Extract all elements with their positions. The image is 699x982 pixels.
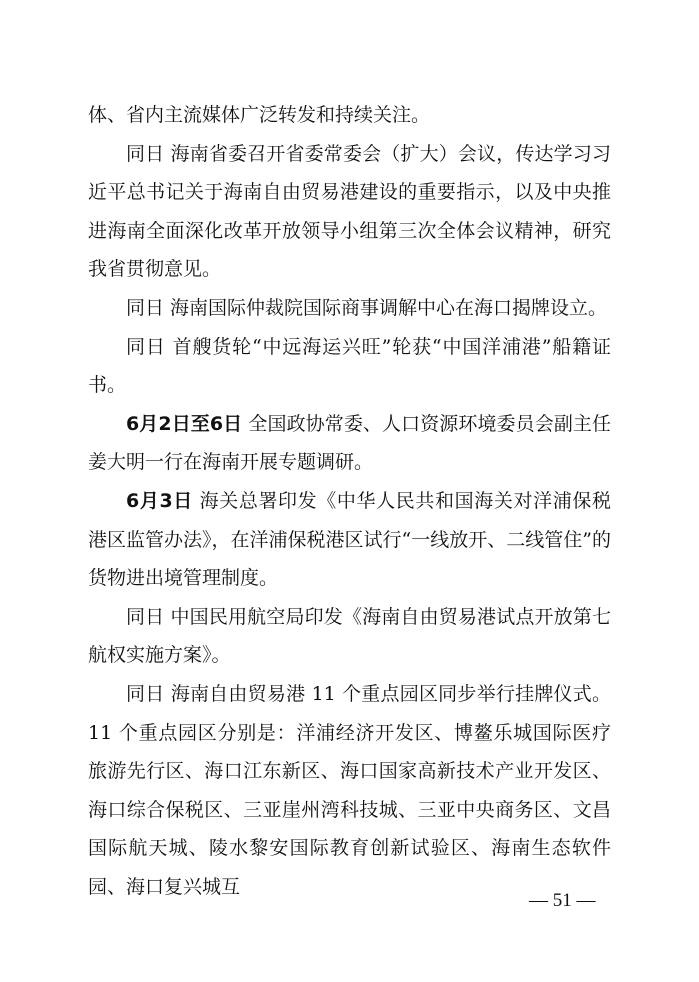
paragraph-8	[88, 675, 611, 907]
paragraph-text: 同日 中国民用航空局印发《海南自由贸易港试点开放第七航权实施方案》。	[88, 605, 611, 667]
paragraph-text: 同日 海南自由贸易港 11 个重点园区同步举行挂牌仪式。11 个重点园区分别是：洋浦经济开发区、博鳌乐城国际医疗旅游先行区、海口江东新区、海口国家高新技术产业开发区、海口综合保税区、三亚崖州湾科技城、三亚中央商务区、文昌国际航天城、陵水黎安国际教育创新试验区、海南生态软件园、海口复兴城互	[88, 682, 611, 898]
paragraph-1	[88, 96, 611, 135]
paragraph-2	[88, 135, 611, 289]
entry-date: 6月3日	[126, 489, 193, 512]
entry-date: 6月2日至6日	[126, 412, 243, 435]
page-number: — 51 —	[529, 890, 596, 911]
paragraph-text: 同日 海南省委召开省委常委会（扩大）会议，传达学习习近平总书记关于海南自由贸易港建设的重要指示，以及中央推进海南全面深化改革开放领导小组第三次全体会议精神，研究我省贯彻意见。	[88, 142, 611, 281]
paragraph-text: 海关总署印发《中华人民共和国海关对洋浦保税港区监管办法》，在洋浦保税港区试行“一线放开、二线管住”的货物进出境管理制度。	[88, 489, 611, 590]
paragraph-4	[88, 328, 611, 405]
paragraph-3	[88, 289, 611, 328]
paragraph-7	[88, 598, 611, 675]
paragraph-6	[88, 482, 611, 598]
paragraph-text: 同日 首艘货轮“中远海运兴旺”轮获“中国洋浦港”船籍证书。	[88, 335, 611, 397]
paragraph-5	[88, 405, 611, 482]
paragraph-text: 全国政协常委、人口资源环境委员会副主任姜大明一行在海南开展专题调研。	[88, 412, 611, 474]
document-body	[88, 96, 611, 906]
paragraph-text: 体、省内主流媒体广泛转发和持续关注。	[88, 104, 431, 126]
paragraph-text: 同日 海南国际仲裁院国际商事调解中心在海口揭牌设立。	[126, 296, 608, 319]
